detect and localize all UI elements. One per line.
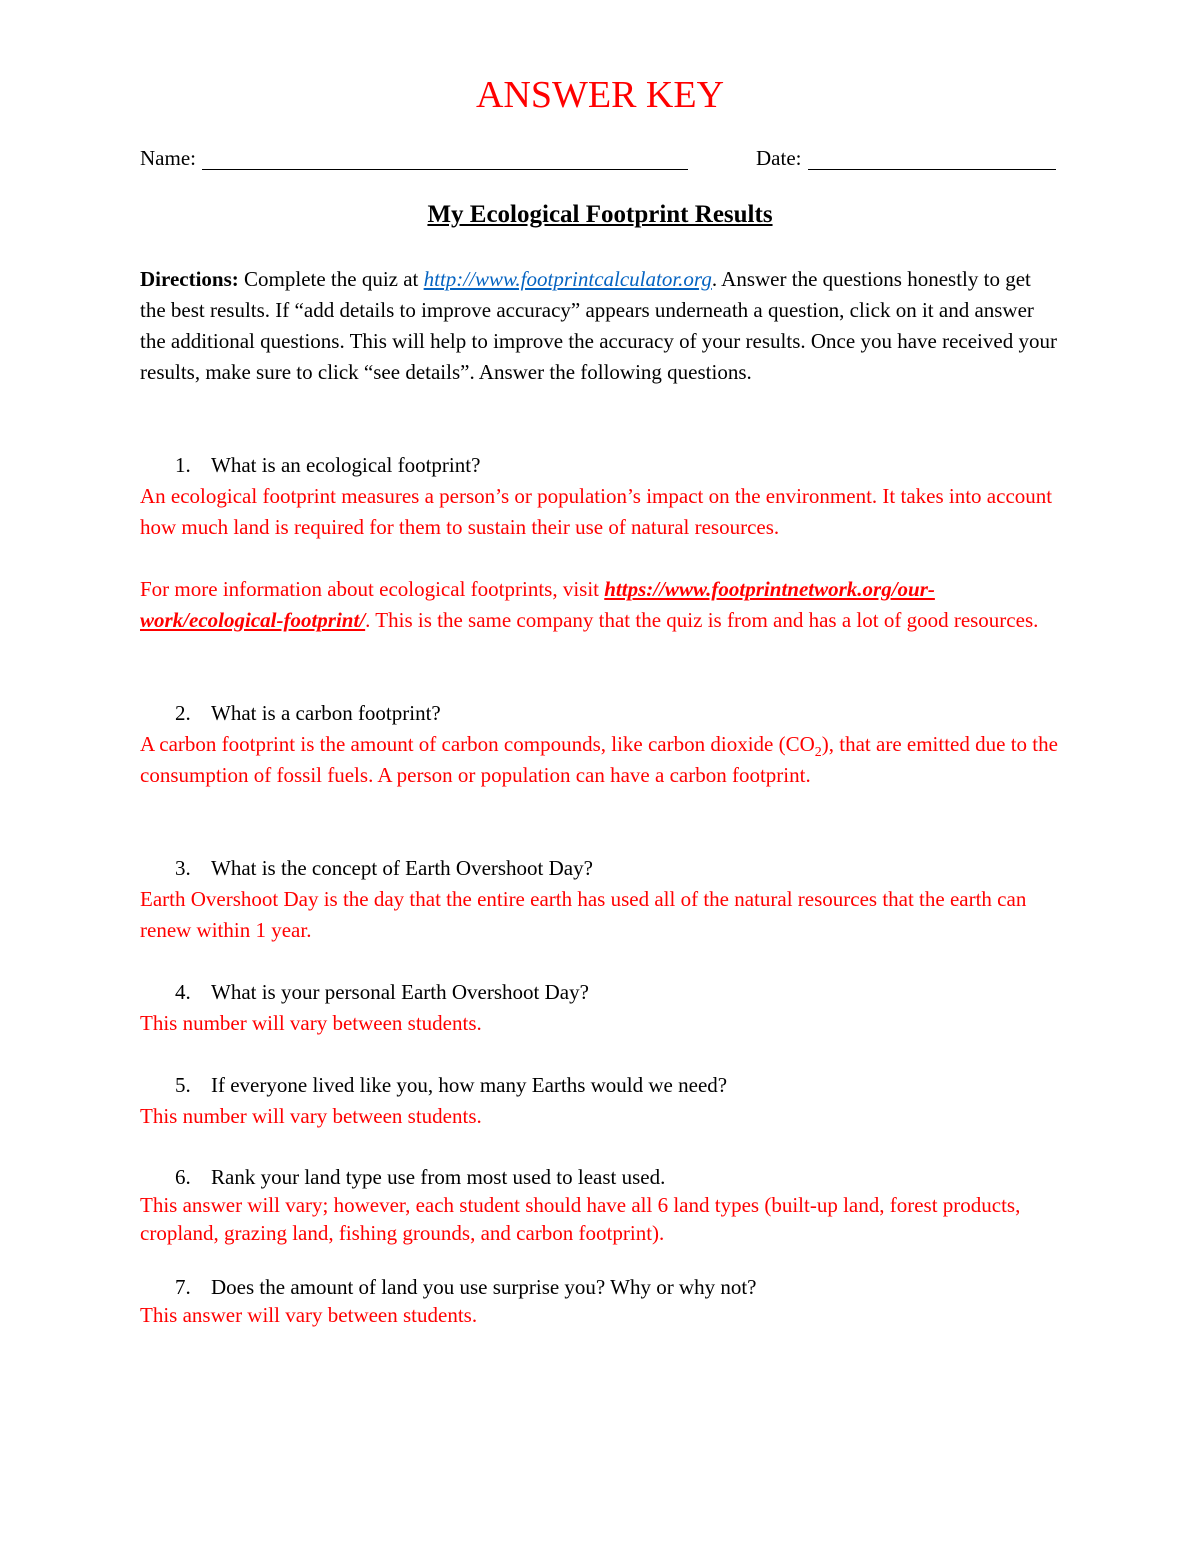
footprint-calculator-link[interactable]: http://www.footprintcalculator.org	[423, 267, 712, 291]
answer-2	[140, 729, 1060, 791]
question-number: 6.	[175, 1165, 191, 1189]
question-number: 4.	[175, 980, 191, 1004]
question-block-4	[140, 977, 1060, 1039]
answer-6: This answer will vary; however, each student should have all 6 land types (built-up land, forest products, cropland, grazing land, fishing grounds, and carbon footprint).	[140, 1193, 1021, 1245]
question-7	[140, 1273, 1060, 1301]
answer-1: An ecological footprint measures a person’s or population’s impact on the environment. It takes into account how much land is required for them to sustain their use of natural resources.	[140, 484, 1053, 539]
question-block-6	[140, 1163, 1060, 1247]
answer-4: This number will vary between students.	[140, 1011, 482, 1035]
question-text: What is the concept of Earth Overshoot Day?	[211, 856, 593, 880]
question-text: What is an ecological footprint?	[211, 453, 481, 477]
directions-text-1: Complete the quiz at	[238, 267, 424, 291]
question-number: 3.	[175, 856, 191, 880]
question-4	[140, 977, 1060, 1008]
date-blank-line	[808, 169, 1056, 170]
question-block-5	[140, 1070, 1060, 1132]
question-number: 5.	[175, 1073, 191, 1097]
question-number: 1.	[175, 453, 191, 477]
question-number: 7.	[175, 1275, 191, 1299]
question-block-3	[140, 853, 1060, 946]
question-text: What is a carbon footprint?	[211, 701, 441, 725]
answer-key-heading: ANSWER KEY	[475, 74, 725, 116]
question-1	[140, 450, 1060, 481]
co2-subscript: 2	[814, 745, 822, 761]
date-label: Date:	[756, 146, 802, 170]
question-block-7	[140, 1273, 1060, 1329]
more-info-text-1: For more information about ecological footprints, visit	[140, 577, 605, 601]
name-date-row	[140, 144, 1060, 174]
answer-7: This answer will vary between students.	[140, 1303, 478, 1327]
name-label: Name:	[140, 146, 196, 170]
answer-5: This number will vary between students.	[140, 1104, 482, 1128]
answer-2-part-1: A carbon footprint is the amount of carbon compounds, like carbon dioxide (CO	[140, 732, 815, 756]
answer-2-part-2: ), that are emitted due to the consumption of fossil fuels. A person or population can have a carbon footprint.	[140, 732, 1058, 787]
directions-text-2: . Answer the questions honestly to get the best results. If “add details to improve accuracy” appears underneath a question, click on it and answer the additional questions. This will help to improve the accuracy of your results. Once you have received your results, make sure to click “see details”. Answer the following questions.	[140, 267, 1057, 384]
name-blank-line	[202, 169, 688, 170]
question-block-2	[140, 698, 1060, 791]
question-text: Does the amount of land you use surprise you? Why or why not?	[211, 1275, 757, 1299]
question-text: Rank your land type use from most used to least used.	[211, 1165, 666, 1189]
question-6	[140, 1163, 1060, 1191]
question-5	[140, 1070, 1060, 1101]
footprint-network-link[interactable]: https://www.footprintnetwork.org/our-work/ecological-footprint/	[140, 577, 935, 632]
question-2	[140, 698, 1060, 729]
more-info-text-2: . This is the same company that the quiz is from and has a lot of good resources.	[365, 608, 1039, 632]
answer-3: Earth Overshoot Day is the day that the entire earth has used all of the natural resources that the earth can renew within 1 year.	[140, 887, 1027, 942]
page-title: My Ecological Footprint Results	[427, 201, 773, 228]
directions-label: Directions:	[140, 267, 239, 291]
question-3	[140, 853, 1060, 884]
question-number: 2.	[175, 701, 191, 725]
answer-1-more-info	[140, 574, 1060, 636]
question-text: If everyone lived like you, how many Earths would we need?	[211, 1073, 728, 1097]
question-text: What is your personal Earth Overshoot Day?	[211, 980, 589, 1004]
directions-paragraph	[140, 264, 1060, 388]
question-block-1	[140, 450, 1060, 636]
